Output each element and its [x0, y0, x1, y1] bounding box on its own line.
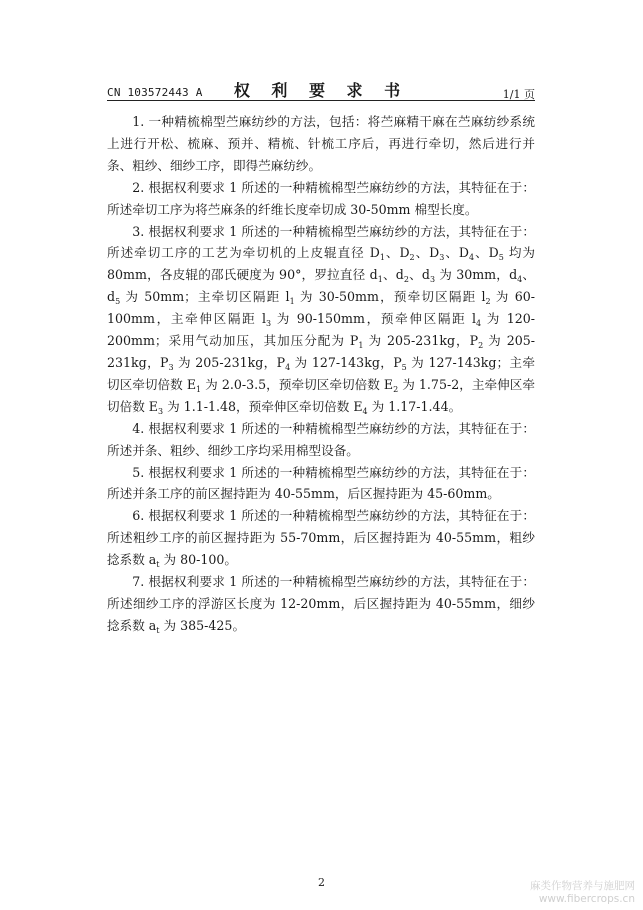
claim-text: 为 385-425。 [159, 617, 246, 633]
claim-5 [107, 462, 535, 506]
claim-text: 为 30mm，d [435, 267, 518, 283]
claim-subscript: 5 [401, 362, 407, 372]
claim-text: 为 1.17-1.44。 [367, 398, 462, 414]
claim-subscript: 2 [485, 297, 491, 307]
claim-text: 为 205-231kg，P [363, 333, 479, 349]
claim-text: 3. 根据权利要求 1 所述的一种精梳棉型苎麻纺纱的方法，其特征在于：所述牵切工序的工艺为牵切机的上皮辊直径 D [107, 223, 535, 261]
page-number: 2 [318, 876, 325, 889]
claim-text: 为 205-231kg，P [173, 354, 286, 370]
watermark-url: www.fibercrops.cn [538, 893, 635, 905]
claim-text: 为 60-100mm，主牵伸区隔距 l [107, 289, 535, 327]
claim-subscript: 3 [168, 362, 174, 372]
claim-subscript: 2 [478, 341, 484, 351]
claim-subscript: 3 [439, 253, 445, 263]
claim-text: 为 120-200mm；采用气动加压，其加压分配为 P [107, 311, 535, 349]
claim-subscript: 4 [469, 253, 475, 263]
claim-subscript: t [156, 625, 160, 635]
claim-1 [107, 111, 535, 177]
claim-text: 、D [414, 245, 440, 261]
claim-text: 、d [382, 267, 404, 283]
claim-subscript: 1 [196, 384, 202, 394]
claim-text: 为 1.1-1.48，预牵伸区牵切倍数 E [163, 398, 363, 414]
claim-subscript: 4 [476, 319, 482, 329]
claim-text: 、d [107, 267, 536, 305]
publication-number: CN 103572443 A [107, 86, 203, 99]
claims-body [107, 111, 535, 637]
claim-text: 、D [384, 245, 410, 261]
claim-4 [107, 418, 535, 462]
claim-text: 为 1.75-2，主牵伸区牵切倍数 E [107, 376, 536, 414]
claim-subscript: 1 [377, 275, 383, 285]
claim-subscript: 1 [358, 341, 364, 351]
claim-subscript: 3 [157, 406, 164, 416]
claim-text: 4. 根据权利要求 1 所述的一种精梳棉型苎麻纺纱的方法，其特征在于：所述并条、粗纱、细纱工序均采用棉型设备。 [107, 420, 535, 458]
claim-subscript: 2 [403, 275, 409, 285]
claim-subscript: 2 [393, 384, 399, 394]
header-rule [107, 100, 535, 101]
claim-text: 均为 80mm，各皮辊的邵氏硬度为 90°，罗拉直径 d [107, 245, 535, 283]
claim-text: 、d [408, 267, 430, 283]
claim-text: 为 30-50mm，预牵切区隔距 l [294, 289, 486, 305]
site-watermark [530, 880, 635, 906]
claim-text: 2. 根据权利要求 1 所述的一种精梳棉型苎麻纺纱的方法，其特征在于：所述牵切工序为将苎麻条的纤维长度牵切成 30-50mm 棉型长度。 [107, 179, 535, 217]
claim-3 [107, 221, 535, 418]
claim-subscript: 3 [266, 319, 272, 329]
claim-text: 为 2.0-3.5，预牵切区牵切倍数 E [201, 376, 394, 392]
claim-2 [107, 177, 535, 221]
claim-text: 6. 根据权利要求 1 所述的一种精梳棉型苎麻纺纱的方法，其特征在于：所述粗纱工序的前区握持距为 55-70mm，后区握持距为 40-55mm，粗纱捻系数 a [107, 508, 535, 568]
claim-subscript: 1 [379, 253, 385, 263]
claim-7 [107, 571, 535, 637]
claim-text: 5. 根据权利要求 1 所述的一种精梳棉型苎麻纺纱的方法，其特征在于：所述并条工序的前区握持距为 40-55mm，后区握持距为 45-60mm。 [107, 464, 535, 502]
claim-text: 7. 根据权利要求 1 所述的一种精梳棉型苎麻纺纱的方法，其特征在于：所述细纱工序的浮游区长度为 12-20mm，后区握持距为 40-55mm，细纱捻系数 a [107, 574, 535, 633]
claim-text: 为 90-150mm，预牵伸区隔距 l [271, 311, 477, 327]
claim-text: 、D [474, 245, 499, 261]
claim-text: 为 127-143kg，P [290, 354, 402, 370]
claim-text: 为 127-143kg；主牵切区牵切倍数 E [107, 354, 535, 392]
claim-subscript: 4 [285, 362, 291, 372]
claim-subscript: 4 [362, 406, 368, 416]
document-header [107, 78, 535, 100]
claim-subscript: 4 [517, 275, 523, 285]
claim-text: 为 205-231kg，P [107, 333, 535, 370]
claim-text: 为 80-100。 [159, 552, 238, 568]
claim-subscript: t [156, 560, 160, 570]
claim-text: 为 50mm；主牵切区隔距 l [120, 289, 290, 305]
claim-6 [107, 505, 535, 571]
claim-text: 1. 一种精梳棉型苎麻纺纱的方法，包括：将苎麻精干麻在苎麻纺纱系统上进行开松、梳麻、预并、精梳、针梳工序后，再进行牵切，然后进行并条、粗纱、细纱工序，即得苎麻纺纱。 [107, 114, 535, 173]
claim-subscript: 3 [429, 275, 436, 285]
document-title: 权 利 要 求 书 [233, 81, 409, 100]
claim-subscript: 5 [115, 297, 121, 307]
page-count: 1/1 页 [502, 88, 535, 101]
claim-subscript: 2 [409, 253, 415, 263]
claim-subscript: 5 [498, 253, 504, 263]
claim-text: 、D [444, 245, 470, 261]
claim-subscript: 1 [289, 297, 295, 307]
watermark-site-name: 麻类作物营养与施肥网 [530, 880, 635, 892]
